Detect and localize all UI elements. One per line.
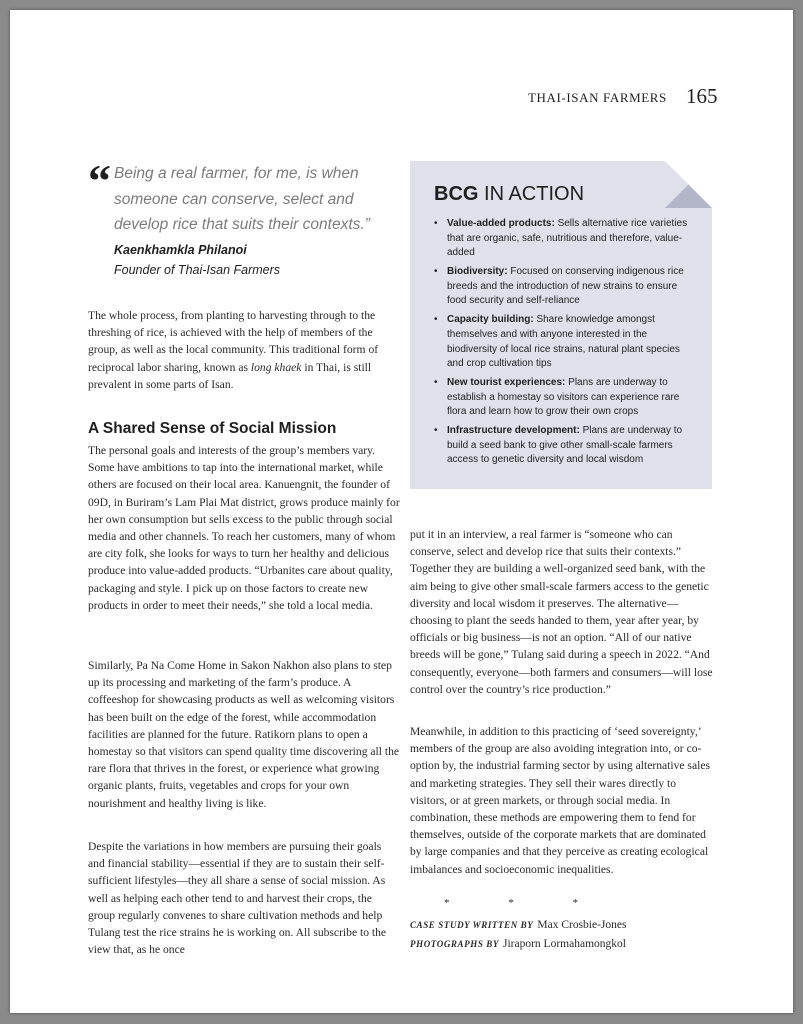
page-number: 165 <box>686 84 718 108</box>
list-item <box>434 313 696 371</box>
paragraph-intro <box>88 307 400 393</box>
list-item-text: Plans are underway to establish a homestay so visitors can experience rare flora and learn how to grow their own crops <box>447 377 680 418</box>
list-item-label: Value-added products: <box>447 218 555 229</box>
page-fold-corner <box>665 161 712 208</box>
bcg-in-action-box <box>410 161 712 489</box>
bullet-icon: • <box>434 266 438 278</box>
section-heading: A Shared Sense of Social Mission <box>88 420 337 437</box>
bullet-icon: • <box>434 314 438 326</box>
list-item-text: Sells alternative rice varieties that are organic, safe, nutritious and therefore, value-added <box>447 218 688 259</box>
paragraph-seed-sovereignty: Meanwhile, in addition to this practicing of ‘seed sovereignty,’ members of the group are also avoiding integration into, or co-option by, the industrial farming sector by using alternative sales and marketing strategies. They sell their wares directly to visitors, or at green markets, or through social media. In combination, these methods are empowering them to fend for themselves, outside of the corporate markets that are dominated by large companies and that they perceive as creating ecological imbalances and socioeconomic inequalities. <box>410 725 710 876</box>
magazine-page <box>10 10 793 1013</box>
credit-photographer-name: Jiraporn Lormahamongkol <box>503 938 626 950</box>
credit-photographer <box>410 938 730 950</box>
paragraph-intro-start: The whole process, from planting to harvesting through to the threshing of rice, is achieved with the help of members of the group, as well as the local community. This traditional form of reciprocal labor sharing, known as <box>88 309 379 374</box>
bullet-icon: • <box>434 218 438 229</box>
list-item <box>434 265 696 309</box>
list-item-text: Focused on conserving indigenous rice breeds and the introduction of new strains to ensure food security and self-reliance <box>447 266 684 307</box>
bcg-box-title <box>434 183 584 206</box>
bcg-title-strong: BCG <box>434 183 479 205</box>
credit-writer-label: CASE STUDY WRITTEN BY <box>410 920 534 930</box>
list-item-label: Capacity building: <box>447 314 534 326</box>
paragraph-seed-bank: put it in an interview, a real farmer is “someone who can conserve, select and develop rice that suits their contexts.” Together they are building a well-organized seed bank, with the aim being to give other small-scale farmers access to the genetic diversity and local wisdom it preserves. The alternative—choosing to plant the seeds handed to them, year after year, by officials or big business—is not an option. “All of our native breeds will be gone,” Tulang said during a speech in 2022. “And consequently, everyone—both farmers and consumers—will lose control over the country’s rice production.” <box>410 528 713 696</box>
paragraph-intro-end: in Thai, is still prevalent in some parts of Isan. <box>88 360 372 391</box>
running-head: THAI-ISAN FARMERS <box>528 90 667 105</box>
bcg-list <box>434 217 696 472</box>
quote-mark-icon: “ <box>88 155 111 206</box>
pull-quote-author: Kaenkhamkla Philanoi <box>114 243 247 257</box>
paragraph-social-mission: Despite the variations in how members are pursuing their goals and financial stability—essential if they are to sustain their self-sufficient lifestyles—they all share a sense of social mission. As well as helping each other tend to and harvest their crops, the group regularly convenes to share cultivation methods and help Tulang test the rice strains he is working on. All subscribe to the view that, as he once <box>88 840 387 957</box>
bullet-icon: • <box>434 377 438 389</box>
list-item-label: Infrastructure development: <box>447 425 580 437</box>
section-divider-stars: * * * <box>444 897 606 909</box>
pull-quote-role: Founder of Thai-Isan Farmers <box>114 263 281 277</box>
list-item-text: Share knowledge amongst themselves and with anyone interested in the biodiversity of local rice strains, natural plant species and crop cultivation tips <box>447 314 680 370</box>
pull-quote-text: Being a real farmer, for me, is when someone can conserve, select and develop rice that suits their contexts.” <box>114 165 370 233</box>
paragraph-goals: The personal goals and interests of the group’s members vary. Some have ambitions to tap into the international market, while others are focused on their local area. Kanuengnit, the founder of 09D, in Buriram’s Lam Plai Mat district, grows produce mainly for her own consumption but sells excess to the public through social media and other channels. To reach her customers, many of whom are city folk, she looks for ways to turn her healthy and delicious produce into value-added products. “Urbanites care about quality, packaging and style. I pick up on those factors to create new products in order to meet their needs,” she told a local media. <box>88 444 400 612</box>
list-item <box>434 376 696 420</box>
bullet-icon: • <box>434 425 438 437</box>
list-item <box>434 217 696 261</box>
credit-writer <box>410 919 730 931</box>
paragraph-intro-italic-term: long khaek <box>250 360 302 374</box>
bcg-title-rest: IN ACTION <box>478 183 585 205</box>
credit-writer-name: Max Crosbie-Jones <box>537 919 627 931</box>
list-item-label: Biodiversity: <box>447 266 508 278</box>
list-item-text: Plans are underway to build a seed bank to give other small-scale farmers access to genetic diversity and local wisdom <box>447 425 683 466</box>
list-item-label: New tourist experiences: <box>447 377 566 389</box>
list-item <box>434 424 696 468</box>
paragraph-pa-na: Similarly, Pa Na Come Home in Sakon Nakhon also plans to step up its processing and marketing of the farm’s produce. A coffeeshop for showcasing products as well as welcoming visitors has been built on the edge of the forest, while accommodation facilities are planned for the future. Ratikorn plans to open a homestay so that visitors can spend quality time discovering all the rare flora that thrives in the forest, or experience what growing organic plants, fruits, vegetables and crops for your own nourishment and healthy living is like. <box>88 659 400 810</box>
credit-photographer-label: PHOTOGRAPHS BY <box>410 939 499 949</box>
